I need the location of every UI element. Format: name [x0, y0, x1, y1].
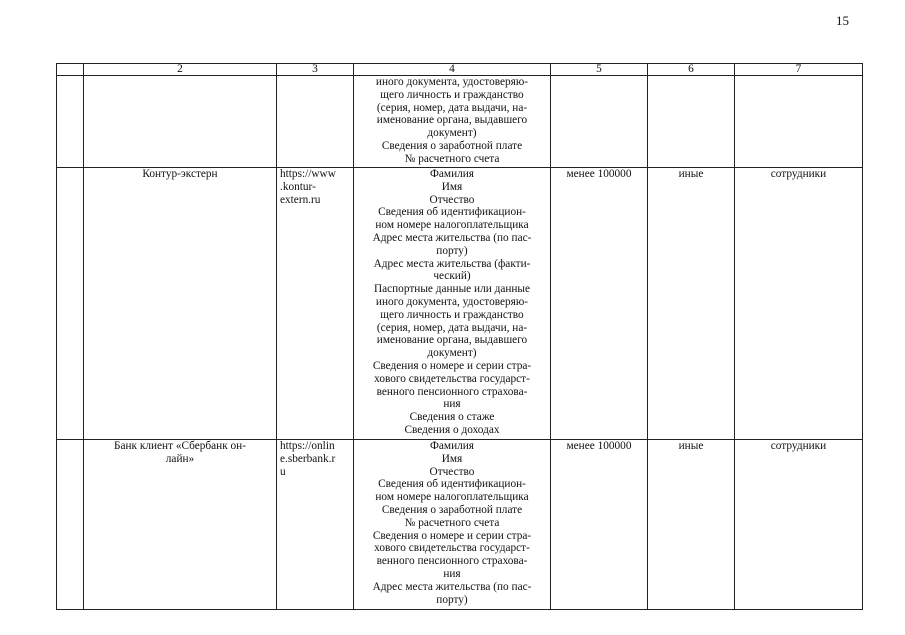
column-number: 3: [277, 64, 354, 76]
cell-text-line: .kontur-: [280, 180, 316, 193]
cell-text-line: Сведения о стаже: [409, 411, 495, 424]
cell-text-line: щего личность и гражданство: [380, 308, 524, 321]
page-number: 15: [836, 13, 849, 28]
cell-text-line: хового свидетельства государст-: [374, 372, 530, 385]
column-number: 5: [551, 64, 648, 76]
cell-text-line: венного пенсионного страхова-: [376, 555, 528, 568]
column-number: 4: [354, 64, 551, 76]
cell-text-line: e.sberbank.r: [280, 452, 336, 465]
cell-text-line: Фамилия: [429, 440, 474, 452]
cell-text-line: порту): [436, 244, 468, 257]
cell-text-line: Сведения об идентификацион-: [378, 206, 526, 219]
cell-text-line: именование органа, выдавшего: [376, 114, 528, 127]
cell-text-line: ном номере налогоплательщика: [375, 491, 529, 504]
column-number: 6: [648, 64, 735, 76]
cell-text-line: лайн»: [165, 452, 195, 465]
system-url-cell: [277, 168, 354, 440]
row-number-cell: [57, 168, 84, 440]
cell-text-line: Отчество: [429, 193, 475, 206]
cell-text-line: Сведения о заработной плате: [381, 139, 523, 152]
cell-text-line: Имя: [441, 452, 463, 465]
cell-text-line: https://onlin: [280, 440, 335, 452]
category-cell: [648, 168, 735, 440]
cell-text-line: (серия, номер, дата выдачи, на-: [376, 101, 528, 114]
system-name-cell: [84, 76, 277, 168]
column-number: 7: [735, 64, 863, 76]
cell-text-line: щего личность и гражданство: [380, 88, 524, 101]
column-number-row: [57, 64, 863, 76]
cell-text-line: Сведения о номере и серии стра-: [372, 359, 532, 372]
cell-text-line: ния: [443, 398, 461, 411]
cell-text-line: Сведения об идентификацион-: [378, 478, 526, 491]
cell-text: менее 100000: [566, 440, 632, 452]
data-composition-cell: [354, 440, 551, 610]
cell-text-line: ческий): [433, 270, 471, 283]
cell-text-line: ном номере налогоплательщика: [375, 219, 529, 232]
personal-data-table: [56, 63, 863, 610]
cell-text: иные: [678, 440, 704, 452]
cell-text-line: Паспортные данные или данные: [373, 283, 531, 296]
table-row: [57, 76, 863, 168]
system-url-cell: [277, 440, 354, 610]
cell-text: сотрудники: [770, 440, 827, 452]
category-cell: [648, 440, 735, 610]
subjects-cell: [735, 76, 863, 168]
cell-text-line: ния: [443, 567, 461, 580]
cell-text-line: именование органа, выдавшего: [376, 334, 528, 347]
cell-text-line: венного пенсионного страхова-: [376, 385, 528, 398]
row-number-cell: [57, 440, 84, 610]
volume-cell: [551, 76, 648, 168]
cell-text-line: (серия, номер, дата выдачи, на-: [376, 321, 528, 334]
data-composition-cell: [354, 168, 551, 440]
cell-text-line: Фамилия: [429, 168, 474, 180]
table-row: [57, 168, 863, 440]
cell-text-line: u: [280, 465, 286, 478]
cell-text-line: иного документа, удостоверяю-: [375, 295, 529, 308]
system-name-cell: [84, 168, 277, 440]
volume-cell: [551, 440, 648, 610]
system-name-cell: [84, 440, 277, 610]
cell-text-line: Банк клиент «Сбербанк он-: [113, 440, 246, 452]
row-number-cell: [57, 76, 84, 168]
cell-text-line: документ): [427, 127, 477, 140]
cell-text-line: extern.ru: [280, 193, 321, 206]
cell-text-line: Сведения о номере и серии стра-: [372, 529, 532, 542]
cell-text-line: иного документа, удостоверяю-: [375, 76, 529, 88]
column-number: 2: [84, 64, 277, 76]
cell-text-line: Контур-экстерн: [142, 168, 218, 180]
cell-text-line: Адрес места жительства (факти-: [373, 257, 531, 270]
cell-text-line: Отчество: [429, 465, 475, 478]
system-url-cell: [277, 76, 354, 168]
cell-text-line: документ): [427, 347, 477, 360]
subjects-cell: [735, 168, 863, 440]
category-cell: [648, 76, 735, 168]
data-composition-cell: [354, 76, 551, 168]
cell-text-line: Адрес места жительства (по пас-: [372, 580, 532, 593]
cell-text: иные: [678, 168, 704, 180]
subjects-cell: [735, 440, 863, 610]
cell-text-line: хового свидетельства государст-: [374, 542, 530, 555]
cell-text-line: № расчетного счета: [404, 152, 500, 165]
cell-text: менее 100000: [566, 168, 632, 180]
cell-text-line: Сведения о заработной плате: [381, 503, 523, 516]
cell-text-line: https://www: [280, 168, 336, 180]
cell-text-line: № расчетного счета: [404, 516, 500, 529]
table-row: [57, 440, 863, 610]
column-number: [57, 64, 84, 76]
cell-text: сотрудники: [770, 168, 827, 180]
cell-text-line: Адрес места жительства (по пас-: [372, 231, 532, 244]
volume-cell: [551, 168, 648, 440]
cell-text-line: порту): [436, 593, 468, 606]
cell-text-line: Имя: [441, 180, 463, 193]
cell-text-line: Сведения о доходах: [404, 423, 500, 436]
